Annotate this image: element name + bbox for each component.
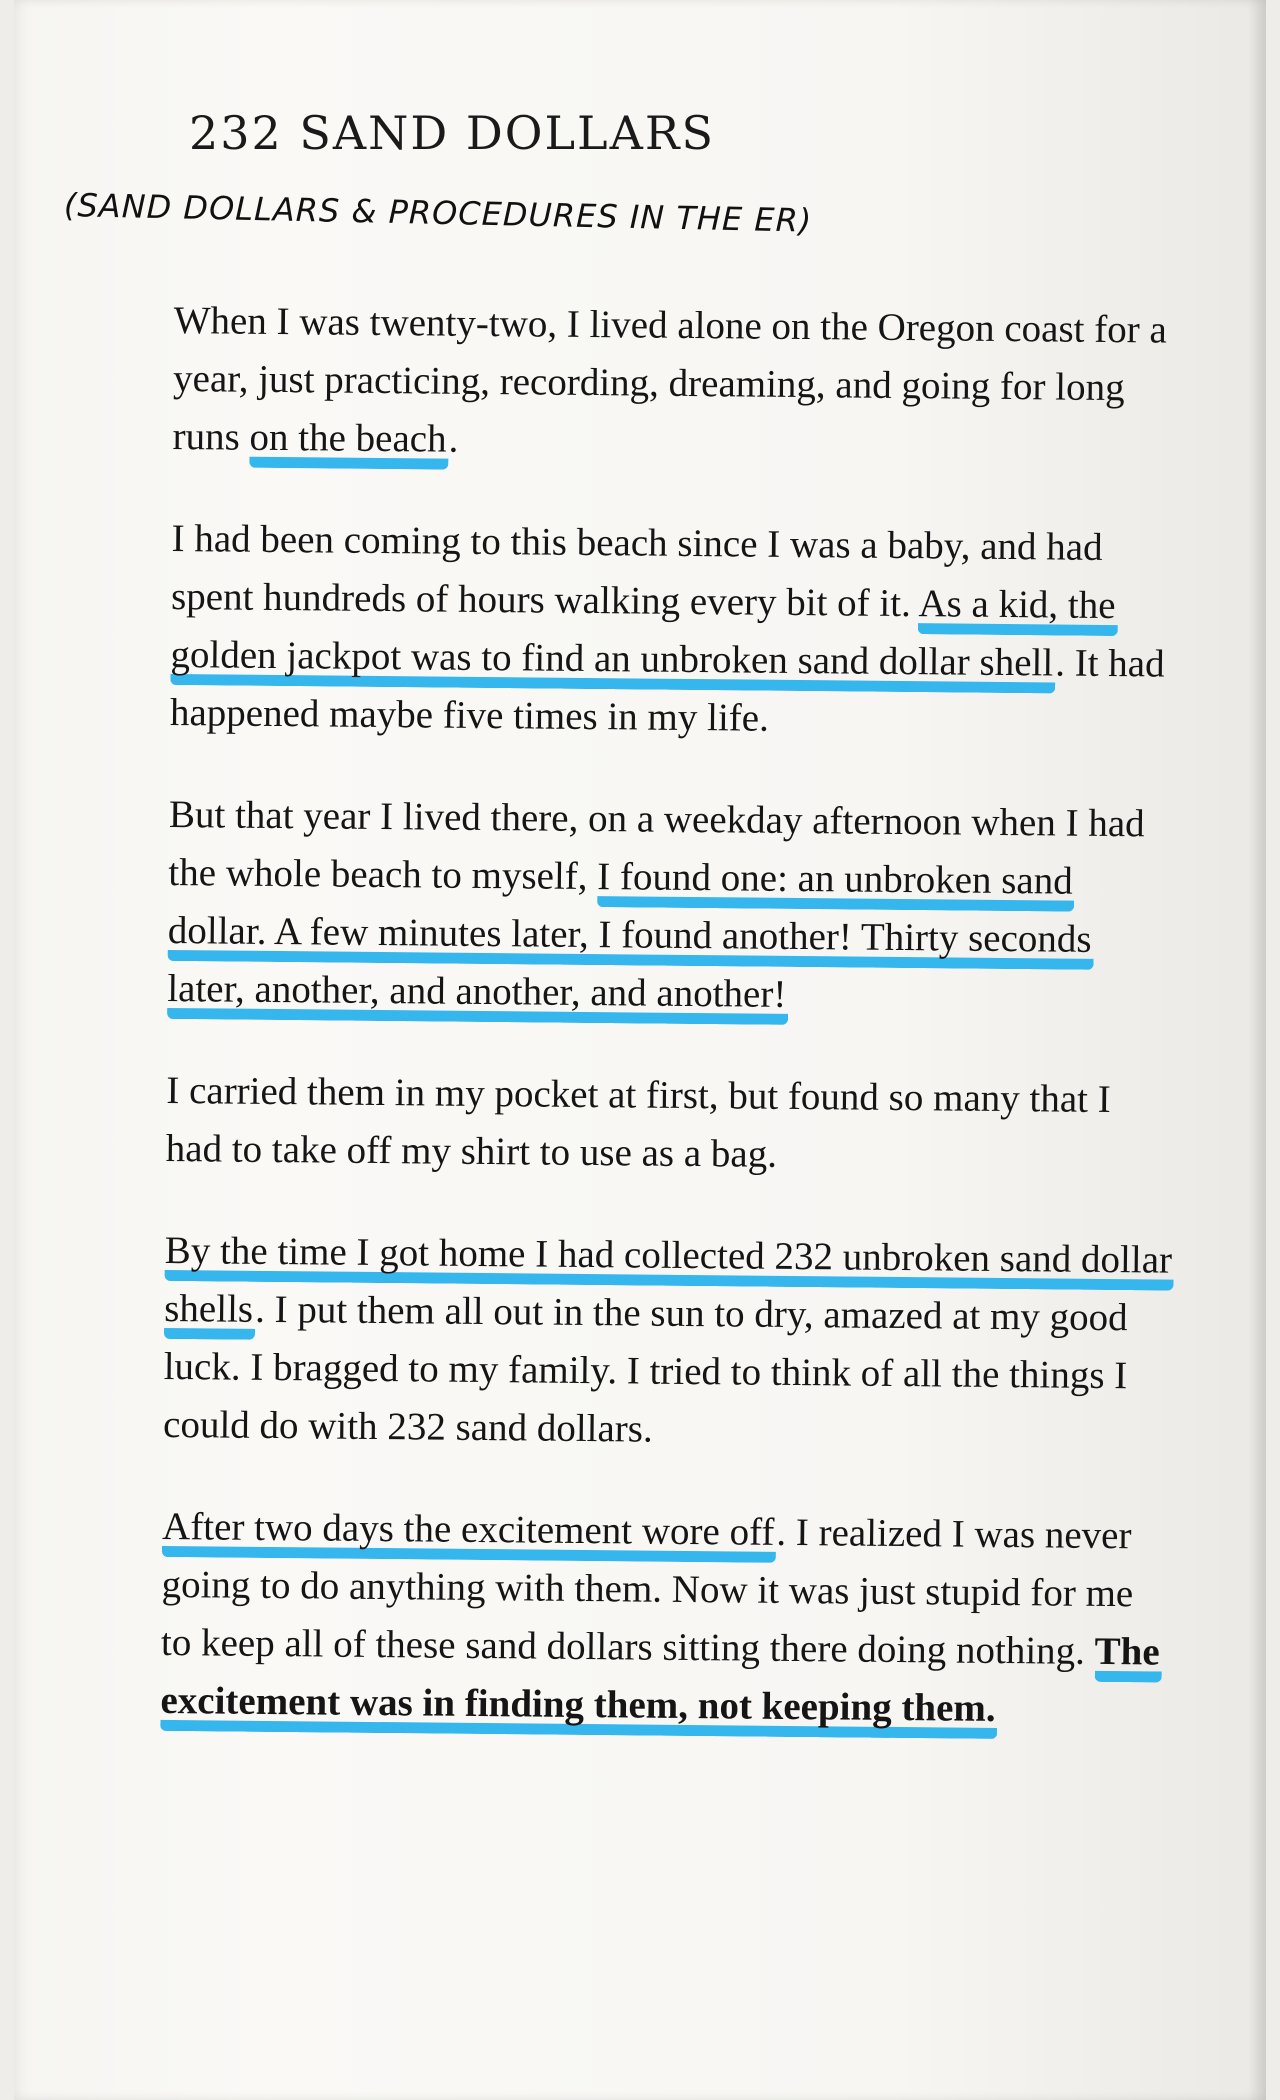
- highlighted-text: After two days the excitement wore off: [162, 1505, 777, 1563]
- body-text: [160, 292, 1184, 1784]
- paragraph-text: I had been coming to this beach since I was a baby, and had spent hundreds of hours walking every bit of it.: [170, 516, 1103, 626]
- book-page: [14, 0, 1266, 2100]
- highlighted-text: I found one: an unbroken sand dollar. A few minutes later, I found another! Thirty seconds later, another, and another, and another!: [167, 855, 1094, 1025]
- highlighted-bold-text: The excitement was in finding them, not keeping them.: [160, 1630, 1162, 1739]
- paragraph: [165, 1062, 1176, 1188]
- paragraph: [170, 510, 1182, 752]
- paragraph: [160, 1498, 1172, 1740]
- highlighted-text: By the time I got home I had collected 232 unbroken sand dollar shells: [164, 1229, 1174, 1340]
- highlighted-text: As a kid, the golden jackpot was to find an unbroken sand dollar shell: [170, 582, 1118, 693]
- paragraph-text: When I was twenty-two, I lived alone on the Oregon coast for a year, just practicing, recording, dreaming, and going for long runs: [172, 298, 1167, 459]
- paragraph-text: I carried them in my pocket at first, but found so many that I had to take off my shirt to use as a bag.: [165, 1068, 1111, 1176]
- highlighted-text: on the beach: [249, 416, 449, 470]
- paragraph: [163, 1222, 1175, 1464]
- paragraph-text: But that year I lived there, on a weekday afternoon when I had the whole beach to myself,: [168, 792, 1145, 899]
- paragraph-text: . I realized I was never going to do anything with them. Now it was just stupid for me to keep all of these sand dollars sitting there doing nothing.: [160, 1510, 1134, 1673]
- page-edge-shadow: [1248, 0, 1266, 2100]
- paragraph: [172, 292, 1184, 476]
- paragraph-text: . I put them all out in the sun to dry, amazed at my good luck. I bragged to my family. I tried to think of all the things I could do with 232 sand dollars.: [162, 1287, 1128, 1451]
- paragraph-text: .: [448, 417, 459, 461]
- paragraph-text: . It had happened maybe five times in my life.: [169, 641, 1165, 740]
- page-title: 232 SAND DOLLARS: [189, 106, 715, 160]
- paragraph: [167, 786, 1179, 1028]
- handwritten-note: (SAND DOLLARS & PROCEDURES IN THE ER): [63, 186, 813, 240]
